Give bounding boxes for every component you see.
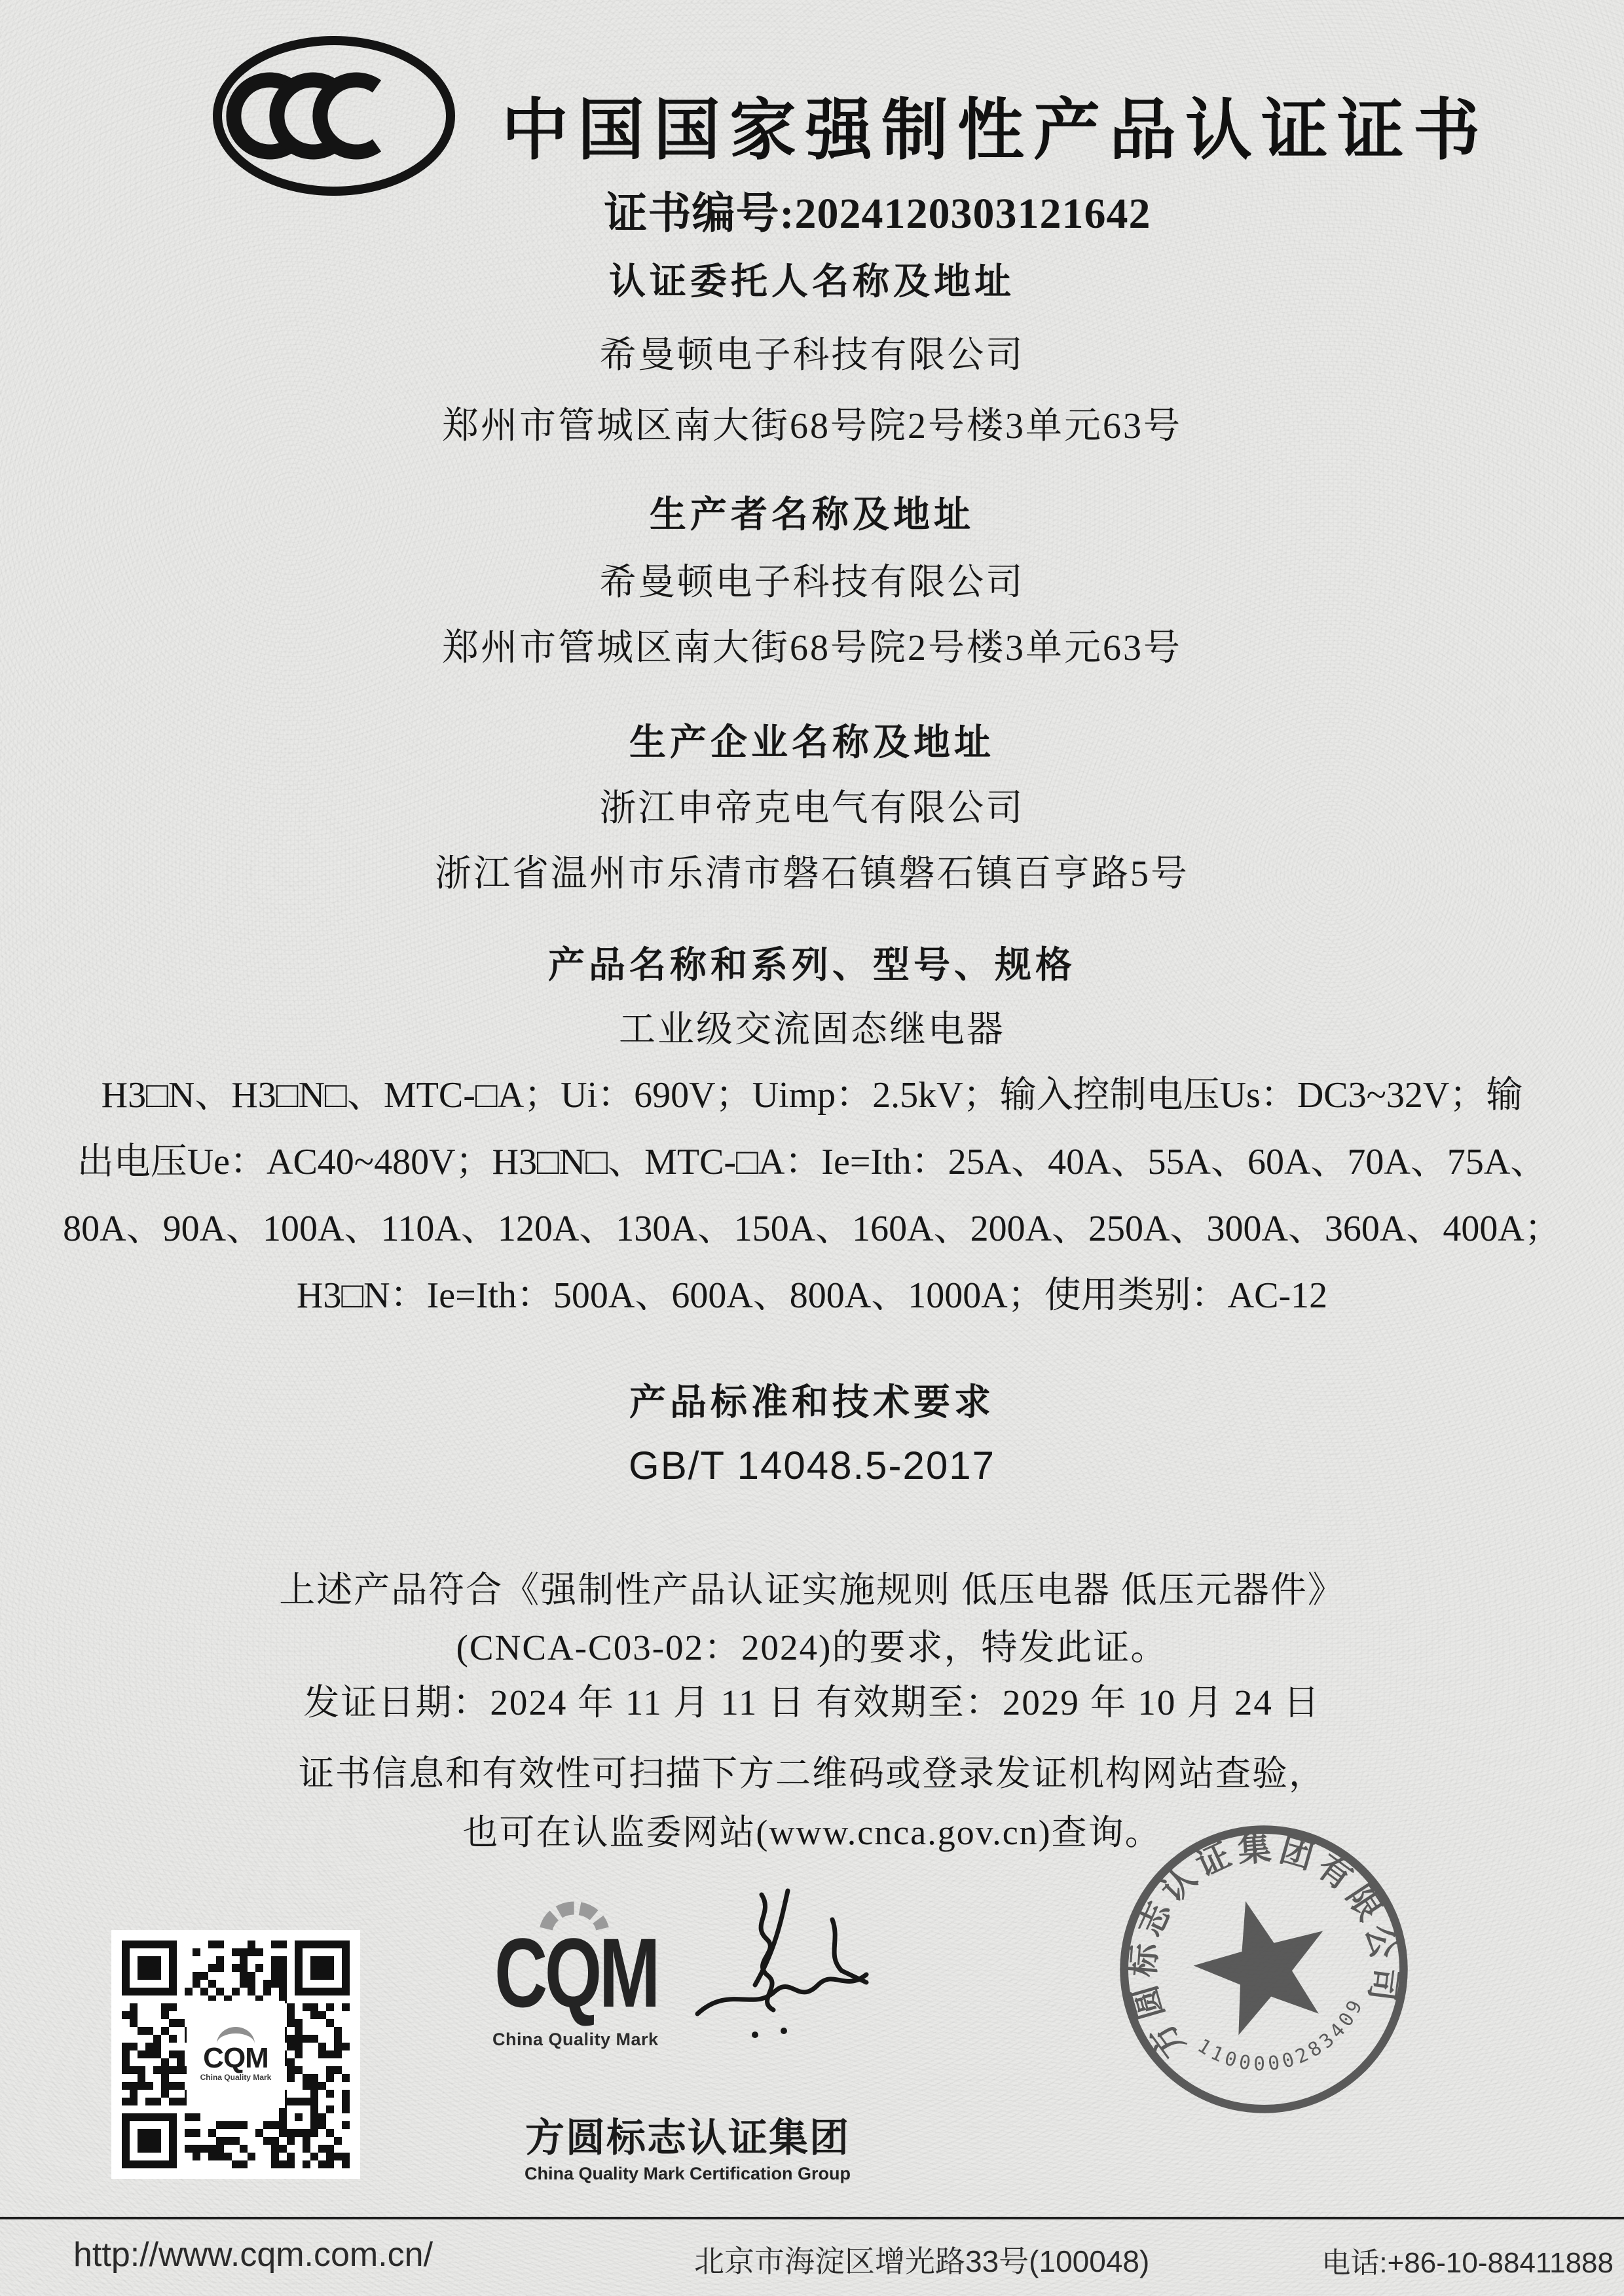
certification-group-name-cn: 方圆标志认证集团	[525, 2116, 850, 2160]
seal-serial-number: 1100000283409	[1193, 1993, 1369, 2075]
product-spec-line-2: 出电压Ue：AC40~480V；H3□N□、MTC-□A：Ie=Ith：25A、40A、55A、60A、70A、75A、	[77, 1142, 1547, 1182]
statement-line-1: 上述产品符合《强制性产品认证实施规则 低压电器 低压元器件》	[279, 1570, 1345, 1610]
footer-divider	[0, 2217, 1624, 2219]
applicant-name: 希曼顿电子科技有限公司	[599, 335, 1025, 376]
cqm-logo-text: CQM	[494, 1918, 657, 2028]
product-spec-line-3: 80A、90A、100A、110A、120A、130A、150A、160A、200A、250A、300A、360A、400A；	[63, 1209, 1561, 1249]
producer-name: 希曼顿电子科技有限公司	[599, 562, 1025, 603]
product-spec-line-1: H3□N、H3□N□、MTC-□A；Ui：690V；Uimp：2.5kV；输入控制电压Us：DC3~32V；输	[101, 1075, 1523, 1116]
verification-note-line-2: 也可在认监委网站(www.cnca.gov.cn)查询。	[462, 1813, 1162, 1852]
seal-ring-text: 方圆标志认证集团有限公司	[1125, 1830, 1403, 2064]
standard-section-header: 产品标准和技术要求	[629, 1383, 995, 1423]
cqm-logo-tagline: China Quality Mark	[492, 2030, 659, 2049]
statement-line-2: (CNCA-C03-02：2024)的要求，特发此证。	[456, 1628, 1168, 1667]
factory-section-header: 生产企业名称及地址	[629, 723, 995, 763]
product-spec-line-4: H3□N：Ie=Ith：500A、600A、800A、1000A；使用类别：AC-12	[296, 1275, 1328, 1316]
qr-cqm-tagline: China Quality Mark	[200, 2073, 272, 2082]
producer-section-header: 生产者名称及地址	[650, 495, 974, 536]
factory-name: 浙江申帝克电气有限公司	[599, 788, 1025, 829]
seal-star-icon	[1181, 1884, 1343, 2042]
producer-address: 郑州市管城区南大街68号院2号楼3单元63号	[442, 628, 1182, 668]
certificate-title: 中国国家强制性产品认证证书	[502, 93, 1489, 168]
signature	[678, 1886, 881, 2049]
footer-address: 北京市海淀区增光路33号(100048)	[694, 2244, 1150, 2278]
issue-and-expiry-dates: 发证日期：2024 年 11 月 11 日 有效期至：2029 年 10 月 24 日	[303, 1683, 1321, 1722]
verification-note-line-1: 证书信息和有效性可扫描下方二维码或登录发证机构网站查验，	[299, 1754, 1325, 1793]
product-name: 工业级交流固态继电器	[619, 1010, 1005, 1050]
footer-website-link[interactable]: http://www.cqm.com.cn/	[73, 2236, 434, 2274]
product-section-header: 产品名称和系列、型号、规格	[548, 945, 1076, 986]
applicant-address: 郑州市管城区南大街68号院2号楼3单元63号	[442, 406, 1182, 446]
footer-phone: 电话:+86-10-88411888	[1321, 2247, 1614, 2279]
factory-address: 浙江省温州市乐清市磐石镇磐石镇百亨路5号	[435, 854, 1189, 894]
qr-center-label	[187, 2001, 285, 2108]
certification-group-name-en: China Quality Mark Certification Group	[524, 2164, 851, 2183]
qr-cqm-acronym: CQM	[203, 2042, 268, 2074]
certificate-number: 证书编号:2024120303121642	[604, 190, 1151, 238]
verification-qr-code	[111, 1930, 360, 2179]
applicant-section-header: 认证委托人名称及地址	[609, 262, 1015, 302]
company-round-seal	[1113, 1819, 1414, 2120]
standard-value: GB/T 14048.5-2017	[629, 1444, 995, 1487]
